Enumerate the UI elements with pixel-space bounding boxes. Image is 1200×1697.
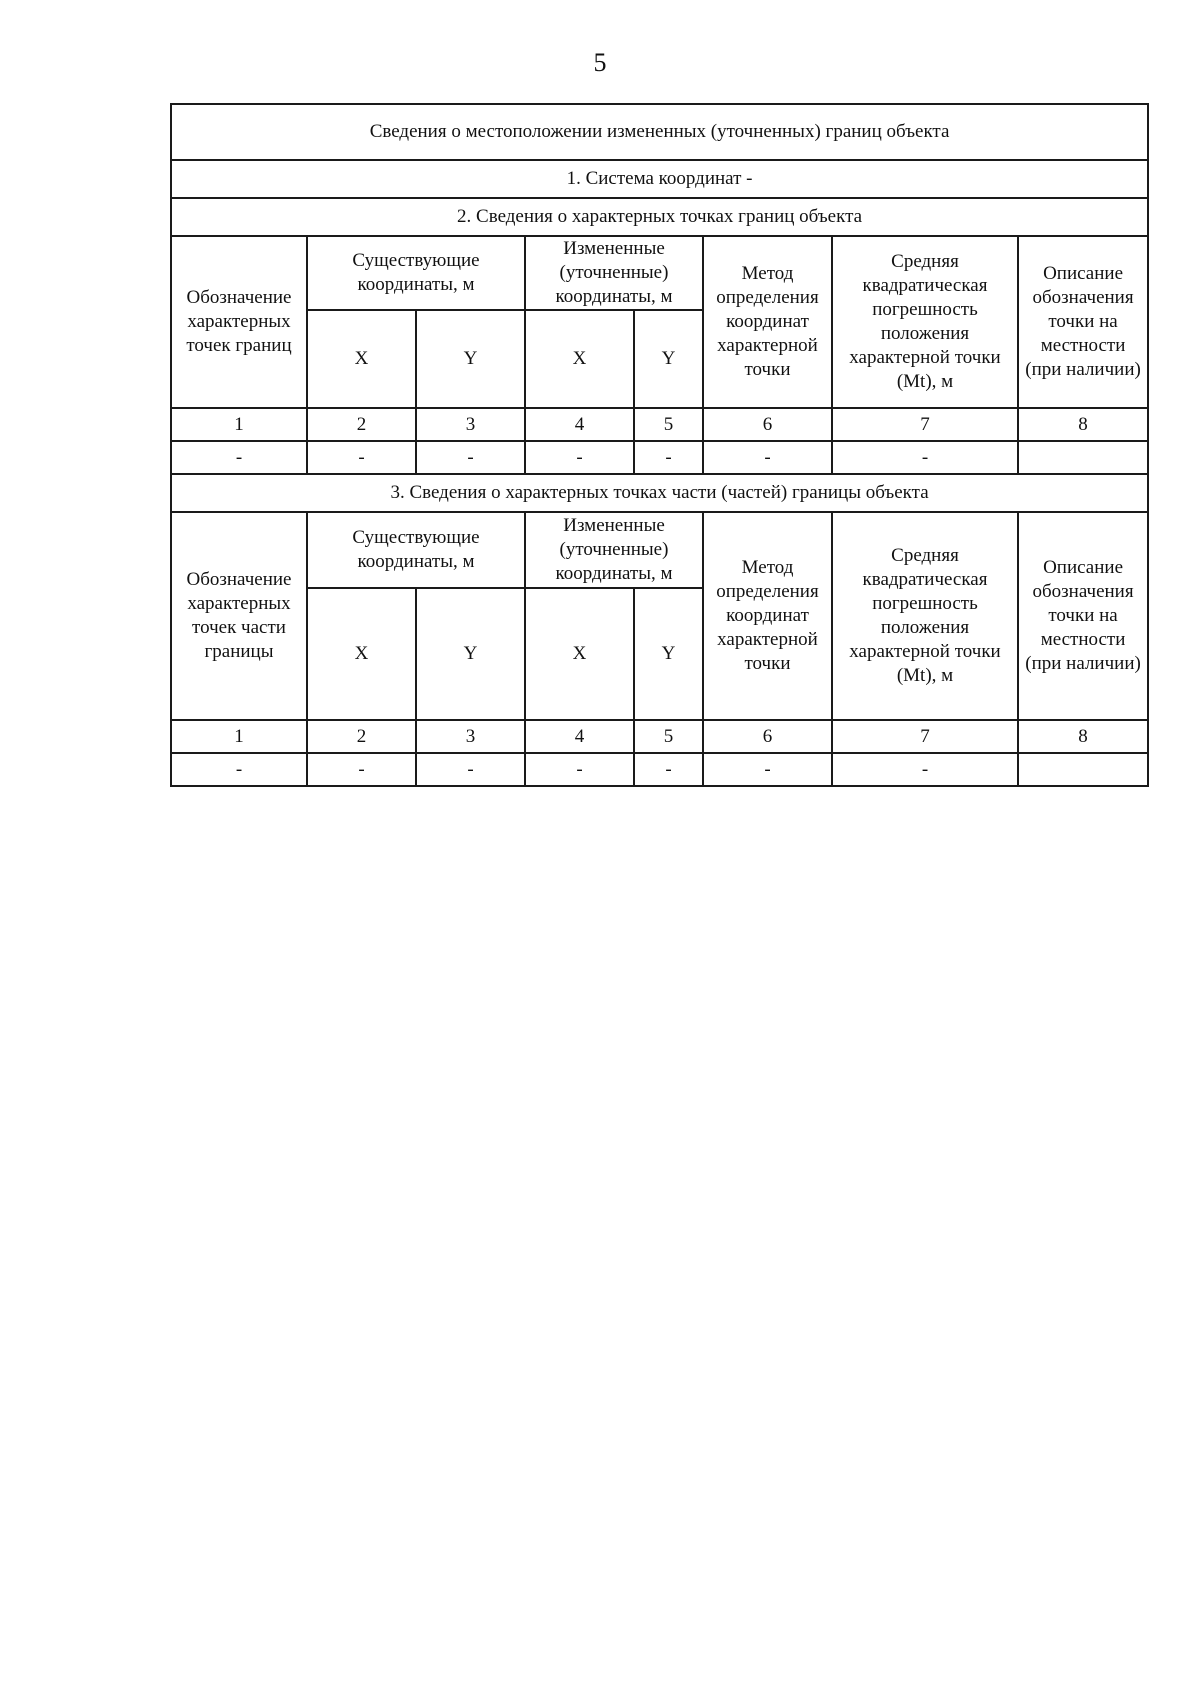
page-number: 5 xyxy=(593,48,607,77)
table-cell: - xyxy=(307,753,416,786)
column-number: 5 xyxy=(634,408,703,441)
boundary-info-table xyxy=(170,103,1149,787)
table-row xyxy=(171,441,1148,474)
table-cell xyxy=(1018,753,1148,786)
column-number: 4 xyxy=(525,720,634,753)
table-cell: - xyxy=(525,441,634,474)
col-existing-coords-header: Существующие координаты, м xyxy=(307,236,525,310)
table-cell xyxy=(1018,441,1148,474)
column-number: 1 xyxy=(171,408,307,441)
section-2-heading: 2. Сведения о характерных точках границ объекта xyxy=(171,198,1148,236)
column-numbers-row xyxy=(171,408,1148,441)
column-number: 2 xyxy=(307,408,416,441)
col-error-header: Средняя квадратическая погрешность положения характерной точки (Mt), м xyxy=(832,512,1018,720)
column-number: 8 xyxy=(1018,720,1148,753)
column-number: 1 xyxy=(171,720,307,753)
changed-y-header: Y xyxy=(634,588,703,720)
col-description-header: Описание обозначения точки на местности (при наличии) xyxy=(1018,512,1148,720)
changed-y-header: Y xyxy=(634,310,703,408)
column-number: 8 xyxy=(1018,408,1148,441)
col-description-header: Описание обозначения точки на местности (при наличии) xyxy=(1018,236,1148,408)
column-number: 7 xyxy=(832,408,1018,441)
col-changed-coords-header: Измененные (уточненные) координаты, м xyxy=(525,236,703,310)
column-number: 3 xyxy=(416,720,525,753)
column-number: 3 xyxy=(416,408,525,441)
existing-x-header: X xyxy=(307,310,416,408)
table-cell: - xyxy=(703,753,832,786)
column-number: 7 xyxy=(832,720,1018,753)
table-cell: - xyxy=(703,441,832,474)
table-row xyxy=(171,753,1148,786)
col-designation-header: Обозначение характерных точек части границы xyxy=(171,512,307,720)
col-method-header: Метод определения координат характерной точки xyxy=(703,512,832,720)
col-changed-coords-header: Измененные (уточненные) координаты, м xyxy=(525,512,703,588)
column-number: 4 xyxy=(525,408,634,441)
col-designation-header: Обозначение характерных точек границ xyxy=(171,236,307,408)
table-cell: - xyxy=(634,441,703,474)
table-cell: - xyxy=(171,441,307,474)
table-cell: - xyxy=(416,441,525,474)
table-cell: - xyxy=(307,441,416,474)
table-cell: - xyxy=(416,753,525,786)
col-error-header: Средняя квадратическая погрешность положения характерной точки (Mt), м xyxy=(832,236,1018,408)
column-number: 6 xyxy=(703,408,832,441)
changed-x-header: X xyxy=(525,588,634,720)
table-cell: - xyxy=(171,753,307,786)
col-method-header: Метод определения координат характерной точки xyxy=(703,236,832,408)
table-title: Сведения о местоположении измененных (уточненных) границ объекта xyxy=(171,104,1148,160)
changed-x-header: X xyxy=(525,310,634,408)
coordinate-system-row: 1. Система координат - xyxy=(171,160,1148,198)
table-cell: - xyxy=(634,753,703,786)
table-cell: - xyxy=(525,753,634,786)
table-cell: - xyxy=(832,441,1018,474)
section-3-heading: 3. Сведения о характерных точках части (частей) границы объекта xyxy=(171,474,1148,512)
col-existing-coords-header: Существующие координаты, м xyxy=(307,512,525,588)
column-number: 5 xyxy=(634,720,703,753)
column-numbers-row xyxy=(171,720,1148,753)
existing-x-header: X xyxy=(307,588,416,720)
existing-y-header: Y xyxy=(416,588,525,720)
existing-y-header: Y xyxy=(416,310,525,408)
table-cell: - xyxy=(832,753,1018,786)
column-number: 6 xyxy=(703,720,832,753)
column-number: 2 xyxy=(307,720,416,753)
